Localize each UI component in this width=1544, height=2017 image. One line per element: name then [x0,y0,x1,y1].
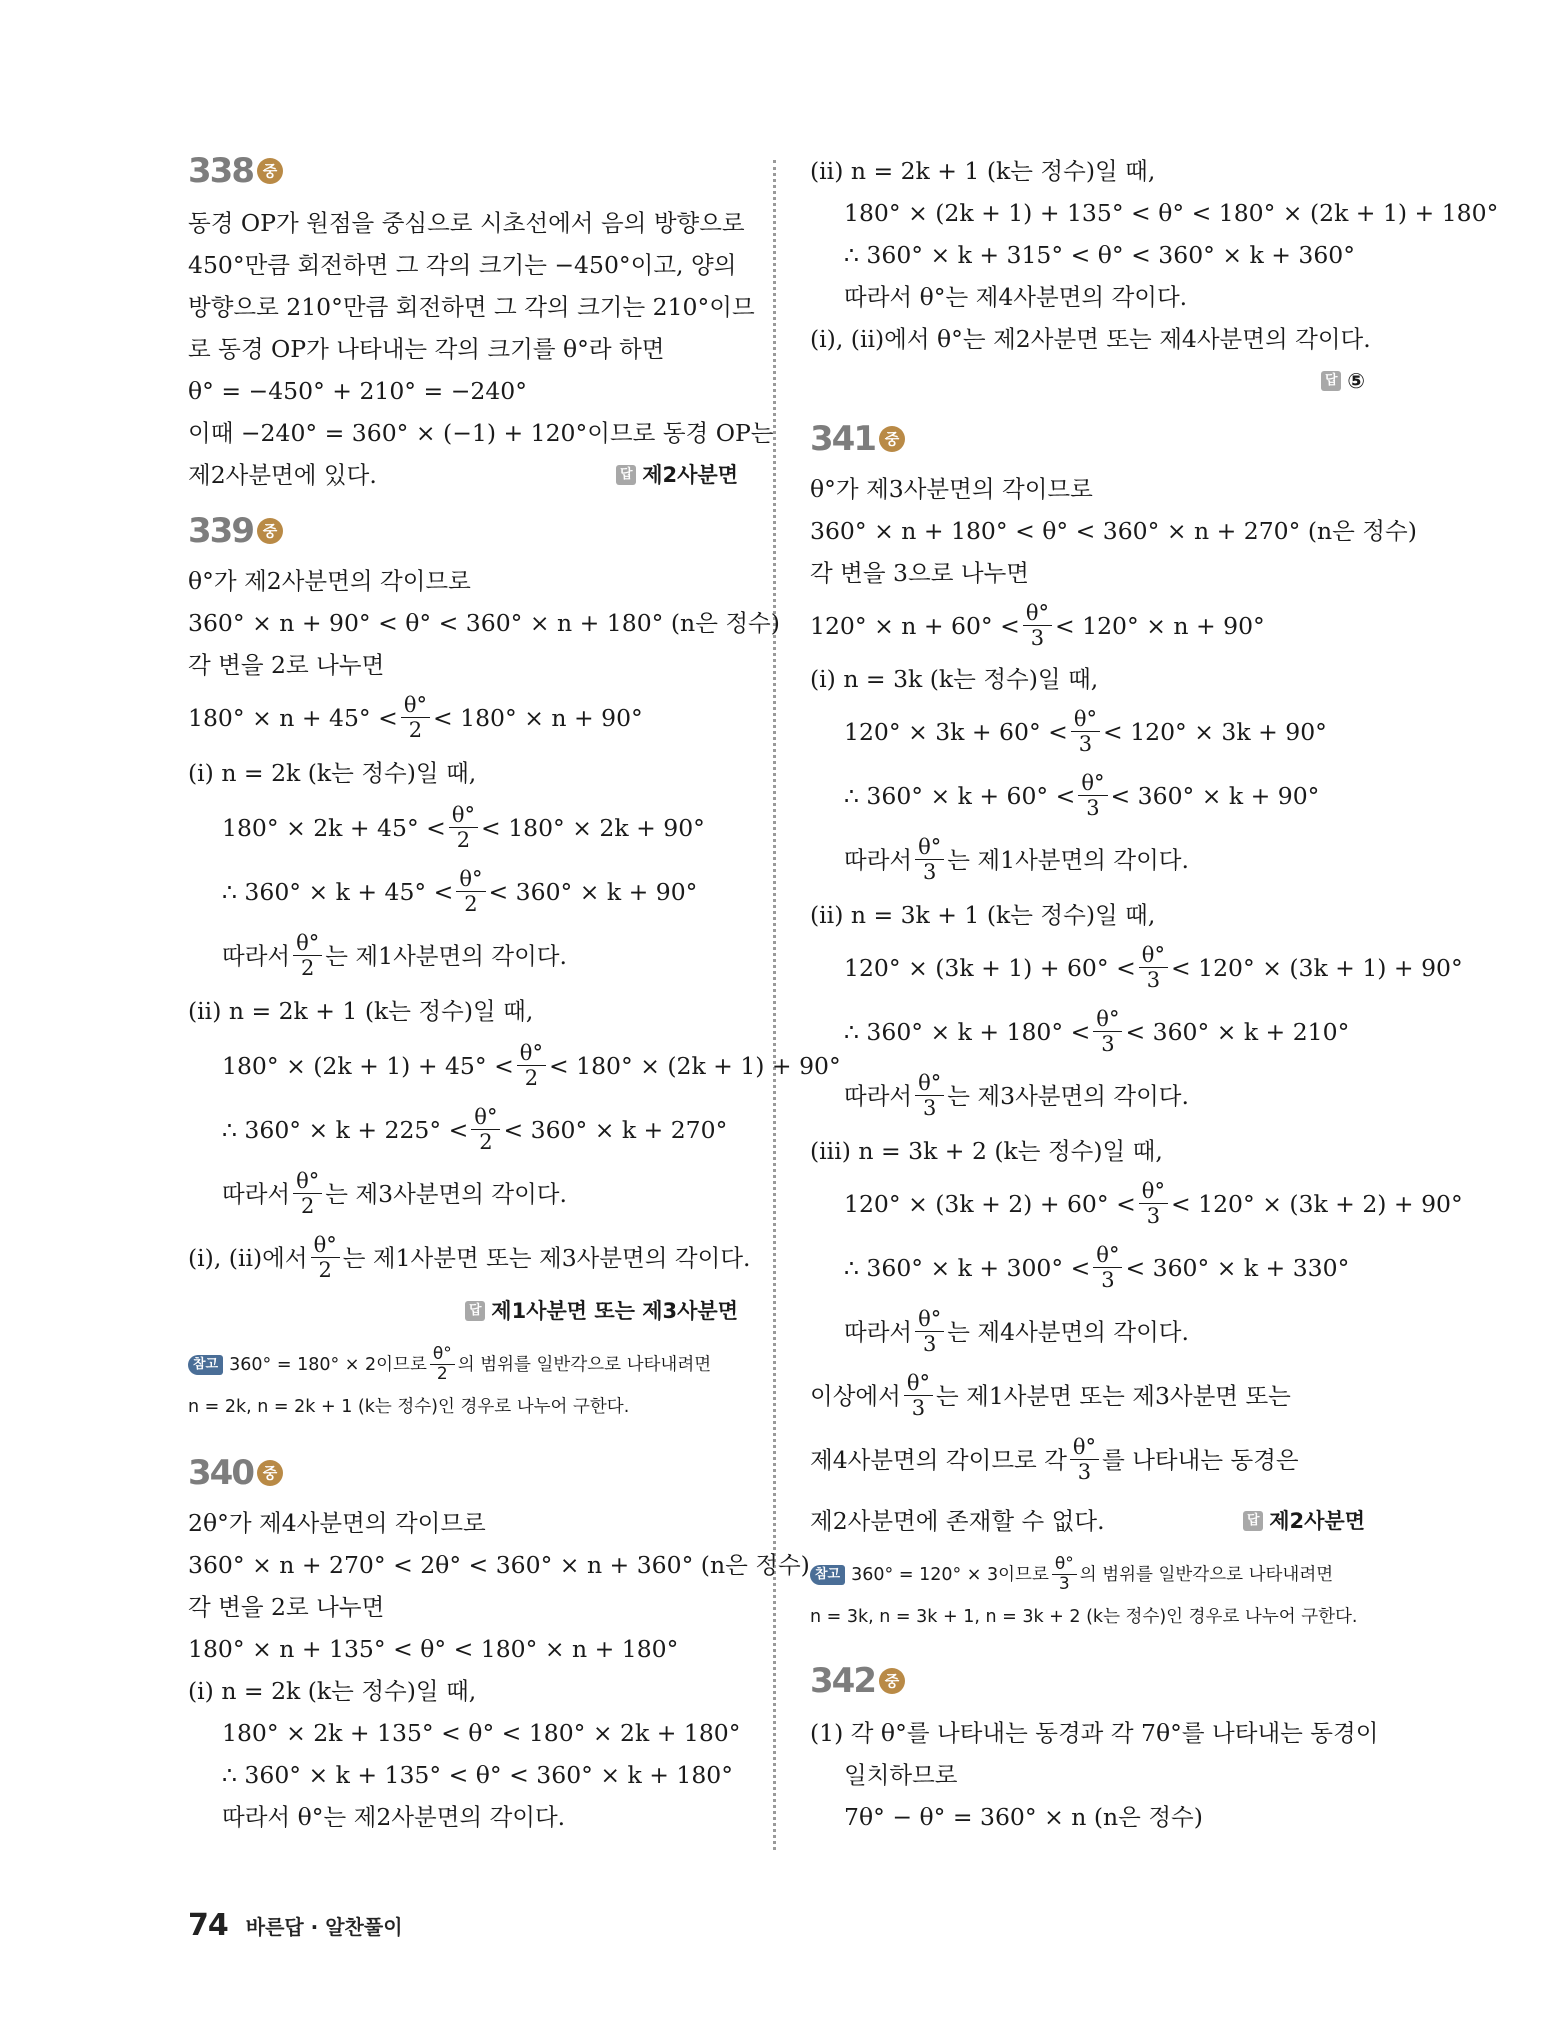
text-line: 제2사분면에 존재할 수 없다. [810,1507,1105,1535]
answer-339 [465,1295,738,1327]
answer-text: 제1사분면 또는 제3사분면 [491,1299,738,1323]
fraction: $\frac{\theta^\circ}{3}$ [1139,943,1168,992]
text-line: 로 동경 OP가 나타내는 각의 크기를 θ°라 하면 [188,335,665,363]
case-header: (iii) n = 3k + 2 (k는 정수)일 때, [810,1137,1163,1165]
answer-text: 제2사분면 [642,463,738,487]
fraction: $\frac{\theta^\circ}{3}$ [915,1307,944,1356]
fraction: $\frac{\theta^\circ}{3}$ [1078,771,1107,820]
text-line: 각 변을 2로 나누면 [188,651,385,679]
conclusion-line: 따라서 $\frac{\theta^\circ}{3}$ 는 제1사분면의 각이다. [844,835,1189,884]
problem-number: 341 [810,419,875,459]
text-line: 7θ° − θ° = 360° × n (n은 정수) [844,1803,1203,1831]
text-line: 일치하므로 [844,1761,958,1789]
page-footer [188,1908,403,1943]
text-line: 180° × n + 135° < θ° < 180° × n + 180° [188,1635,679,1663]
case-header: (ii) n = 2k + 1 (k는 정수)일 때, [188,997,534,1025]
text-line: 방향으로 210°만큼 회전하면 그 각의 크기는 210°이므 [188,293,755,321]
inequality-line: 180° × 2k + 45° < $\frac{\theta^\circ}{2}$ < 180° × 2k + 90° [222,803,705,852]
fraction: $\frac{\theta^\circ}{3}$ [1052,1555,1077,1594]
inequality-line: 120° × (3k + 1) + 60° < $\frac{\theta^\circ}{3}$ < 120° × (3k + 1) + 90° [844,943,1463,992]
text-line: 따라서 θ°는 제4사분면의 각이다. [844,283,1188,311]
conclusion-line: 따라서 $\frac{\theta^\circ}{3}$ 는 제3사분면의 각이다. [844,1071,1189,1120]
problem-number: 338 [188,151,253,191]
text-line: 450°만큼 회전하면 그 각의 크기는 −450°이고, 양의 [188,251,737,279]
inequality-line: 120° × n + 60° < $\frac{\theta^\circ}{3}$ < 120° × n + 90° [810,601,1265,650]
text-line: 제2사분면에 있다. [188,461,377,489]
text-line: 따라서 θ°는 제2사분면의 각이다. [222,1803,566,1831]
case-header: (i) n = 2k (k는 정수)일 때, [188,1677,477,1705]
problem-header-340 [188,1453,283,1493]
difficulty-badge: 중 [257,1460,283,1486]
text-line: 180° × (2k + 1) + 135° < θ° < 180° × (2k + 1) + 180° [844,199,1499,227]
problem-header-339 [188,511,283,551]
difficulty-badge: 중 [257,518,283,544]
text-line: 360° × n + 180° < θ° < 360° × n + 270° (n은 정수) [810,517,1417,545]
text-line: 2θ°가 제4사분면의 각이므로 [188,1509,486,1537]
fraction: $\frac{\theta^\circ}{3}$ [1070,1435,1099,1484]
case-header: (i) n = 3k (k는 정수)일 때, [810,665,1099,693]
text-line: θ°가 제3사분면의 각이므로 [810,475,1093,503]
problem-header-341 [810,419,905,459]
conclusion-line: 따라서 $\frac{\theta^\circ}{2}$ 는 제1사분면의 각이다. [222,931,567,980]
fraction: $\frac{\theta^\circ}{3}$ [1139,1179,1168,1228]
footer-title: 바른답 · 알찬풀이 [245,1915,403,1939]
fraction: $\frac{\theta^\circ}{2}$ [293,931,322,980]
inequality-line: ∴ 360° × k + 60° < $\frac{\theta^\circ}{3}$ < 360° × k + 90° [844,771,1320,820]
inequality-line: 180° × (2k + 1) + 45° < $\frac{\theta^\circ}{2}$ < 180° × (2k + 1) + 90° [222,1041,841,1090]
fraction: $\frac{\theta^\circ}{2}$ [430,1345,455,1384]
answer-text: ⑤ [1347,369,1365,393]
fraction: $\frac{\theta^\circ}{3}$ [1023,601,1052,650]
conclusion-line: (i), (ii)에서 $\frac{\theta^\circ}{2}$ 는 제1사분면 또는 제3사분면의 각이다. [188,1233,751,1282]
inequality-line: 120° × (3k + 2) + 60° < $\frac{\theta^\circ}{3}$ < 120° × (3k + 2) + 90° [844,1179,1463,1228]
text-line: 각 변을 3으로 나누면 [810,559,1029,587]
difficulty-badge: 중 [879,1668,905,1694]
answer-icon: 답 [465,1301,485,1321]
text-line: 동경 OP가 원점을 중심으로 시초선에서 음의 방향으로 [188,209,745,237]
note-line: 참고 360° = 180° × 2이므로 $\frac{\theta^\circ}{2}$ 의 범위를 일반각으로 나타내려면 [188,1345,711,1384]
inequality-line: ∴ 360° × k + 225° < $\frac{\theta^\circ}{2}$ < 360° × k + 270° [222,1105,728,1154]
fraction: $\frac{\theta^\circ}{3}$ [1093,1243,1122,1292]
fraction: $\frac{\theta^\circ}{3}$ [1071,707,1100,756]
problem-header-338 [188,151,283,191]
fraction: $\frac{\theta^\circ}{3}$ [1093,1007,1122,1056]
text-line: 360° × n + 90° < θ° < 360° × n + 180° (n은 정수) [188,609,780,637]
conclusion-line: 따라서 $\frac{\theta^\circ}{3}$ 는 제4사분면의 각이다. [844,1307,1189,1356]
difficulty-badge: 중 [257,158,283,184]
inequality-line: ∴ 360° × k + 300° < $\frac{\theta^\circ}{3}$ < 360° × k + 330° [844,1243,1350,1292]
conclusion-line: 이상에서 $\frac{\theta^\circ}{3}$ 는 제1사분면 또는 제3사분면 또는 [810,1371,1291,1420]
problem-number: 340 [188,1453,253,1493]
answer-icon: 답 [1321,371,1341,391]
note-badge: 참고 [810,1565,845,1585]
page-number: 74 [188,1908,228,1943]
note-line: n = 3k, n = 3k + 1, n = 3k + 2 (k는 정수)인 경우로 나누어 구한다. [810,1607,1358,1627]
note-badge: 참고 [188,1355,223,1375]
fraction: $\frac{\theta^\circ}{2}$ [517,1041,546,1090]
case-header: (ii) n = 3k + 1 (k는 정수)일 때, [810,901,1156,929]
fraction: $\frac{\theta^\circ}{2}$ [311,1233,340,1282]
fraction: $\frac{\theta^\circ}{3}$ [904,1371,933,1420]
inequality-line: 180° × n + 45° < $\frac{\theta^\circ}{2}$ < 180° × n + 90° [188,693,643,742]
text-line: 이때 −240° = 360° × (−1) + 120°이므로 동경 OP는 [188,419,774,447]
fraction: $\frac{\theta^\circ}{2}$ [293,1169,322,1218]
fraction: $\frac{\theta^\circ}{3}$ [915,1071,944,1120]
text-line: (i), (ii)에서 θ°는 제2사분면 또는 제4사분면의 각이다. [810,325,1371,353]
conclusion-line: 따라서 $\frac{\theta^\circ}{2}$ 는 제3사분면의 각이다. [222,1169,567,1218]
text-line: ∴ 360° × k + 315° < θ° < 360° × k + 360° [844,241,1355,269]
fraction: $\frac{\theta^\circ}{2}$ [471,1105,500,1154]
text-line: 180° × 2k + 135° < θ° < 180° × 2k + 180° [222,1719,741,1747]
text-line: (1) 각 θ°를 나타내는 동경과 각 7θ°를 나타내는 동경이 [810,1719,1379,1747]
column-divider [773,160,776,1850]
problem-number: 339 [188,511,253,551]
text-line: ∴ 360° × k + 135° < θ° < 360° × k + 180° [222,1761,733,1789]
answer-text: 제2사분면 [1269,1509,1365,1533]
note-line: n = 2k, n = 2k + 1 (k는 정수)인 경우로 나누어 구한다. [188,1397,630,1417]
text-line: 각 변을 2로 나누면 [188,1593,385,1621]
conclusion-line: 제4사분면의 각이므로 각 $\frac{\theta^\circ}{3}$ 를 나타내는 동경은 [810,1435,1299,1484]
fraction: $\frac{\theta^\circ}{3}$ [915,835,944,884]
inequality-line: ∴ 360° × k + 180° < $\frac{\theta^\circ}{3}$ < 360° × k + 210° [844,1007,1350,1056]
answer-338 [616,459,738,491]
text-line: 360° × n + 270° < 2θ° < 360° × n + 360° (n은 정수) [188,1551,810,1579]
fraction: $\frac{\theta^\circ}{2}$ [401,693,430,742]
case-header: (ii) n = 2k + 1 (k는 정수)일 때, [810,157,1156,185]
answer-icon: 답 [1243,1511,1263,1531]
difficulty-badge: 중 [879,426,905,452]
problem-number: 342 [810,1661,875,1701]
inequality-line: 120° × 3k + 60° < $\frac{\theta^\circ}{3}$ < 120° × 3k + 90° [844,707,1327,756]
text-line: θ° = −450° + 210° = −240° [188,377,527,405]
problem-header-342 [810,1661,905,1701]
answer-icon: 답 [616,465,636,485]
case-header: (i) n = 2k (k는 정수)일 때, [188,759,477,787]
note-line: 참고 360° = 120° × 3이므로 $\frac{\theta^\circ}{3}$ 의 범위를 일반각으로 나타내려면 [810,1555,1333,1594]
fraction: $\frac{\theta^\circ}{2}$ [456,867,485,916]
fraction: $\frac{\theta^\circ}{2}$ [449,803,478,852]
answer-340 [1321,365,1365,397]
text-line: θ°가 제2사분면의 각이므로 [188,567,471,595]
answer-341 [1243,1505,1365,1537]
inequality-line: ∴ 360° × k + 45° < $\frac{\theta^\circ}{2}$ < 360° × k + 90° [222,867,698,916]
